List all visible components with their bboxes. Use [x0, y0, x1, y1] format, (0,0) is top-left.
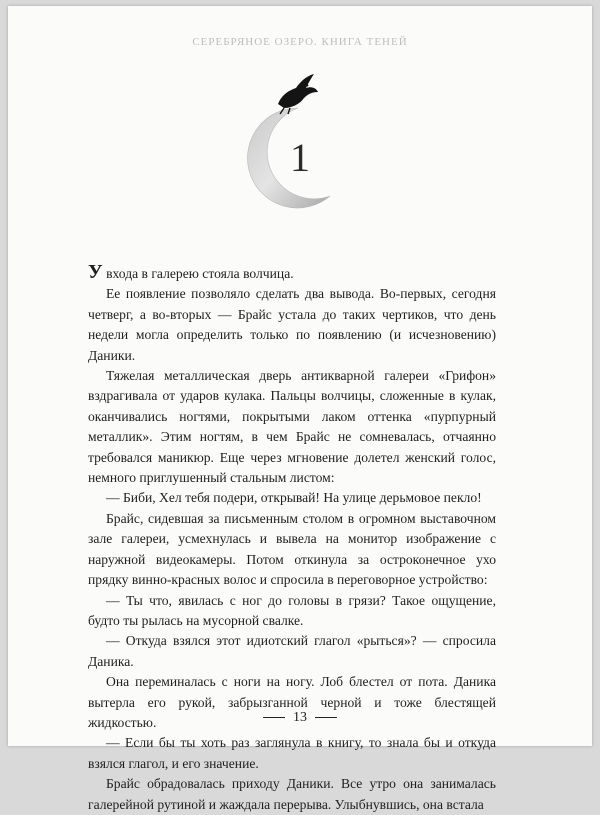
paragraph: — Ты что, явилась с ног до головы в грязи? Такое ощущение, будто ты рылась на мусорной свалке.: [88, 592, 496, 628]
paragraph: Она переминалась с ноги на ногу. Лоб блестел от пота. Даника вытерла его рукой, забрызганной черной и тоже блестящей жидкостью.: [88, 674, 496, 730]
paragraph: У входа в галерею стояла волчица.: [88, 261, 294, 283]
chapter-number: 1: [290, 135, 310, 180]
chapter-text: [88, 262, 496, 815]
book-page: [8, 6, 592, 812]
paragraph: Брайс, сидевшая за письменным столом в огромном выставочном зале галереи, усмехнулась и вывела на монитор изображение с наружной видеокамеры. Потом откинула за остроконечное ухо прядку винно-красных волос и спросила в переговорное устройство:: [88, 510, 496, 588]
paragraph: Брайс обрадовалась приходу Даники. Все утро она занималась галерейной рутиной и жаждала перерыва. Улыбнувшись, она встала: [88, 776, 496, 812]
running-header: СЕРЕБРЯНОЕ ОЗЕРО. КНИГА ТЕНЕЙ: [192, 36, 408, 48]
paragraph: — Если бы ты хоть раз заглянула в книгу, то знала бы и откуда взялся глагол, и его значение.: [88, 735, 496, 771]
paragraph: Тяжелая металлическая дверь антикварной галереи «Грифон» вздрагивала от ударов кулака. Пальцы волчицы, сложенные в кулак, оканчивались ногтями, покрытыми лаком оттенка «пурпурный металлик». Этим ногтям, в чем Брайс не сомневалась, отчаянно требовался маникюр. Еще через мгновение долетел женский голос, немного приглушенный стальным листом:: [88, 368, 496, 486]
paragraph: — Биби, Хел тебя подери, открывай! На улице дерьмовое пекло!: [106, 490, 482, 506]
paragraph: Ее появление позволяло сделать два вывода. Во-первых, сегодня четверг, а во-вторых — Брайс устала до таких чертиков, что день недели могла определить только по появлению (и исчезновению) Даники.: [88, 286, 496, 363]
drop-cap: У: [88, 261, 103, 283]
paragraph: — Откуда взялся этот идиотский глагол «рыться»? — спросила Даника.: [88, 633, 496, 669]
page-number: 13: [8, 710, 592, 726]
